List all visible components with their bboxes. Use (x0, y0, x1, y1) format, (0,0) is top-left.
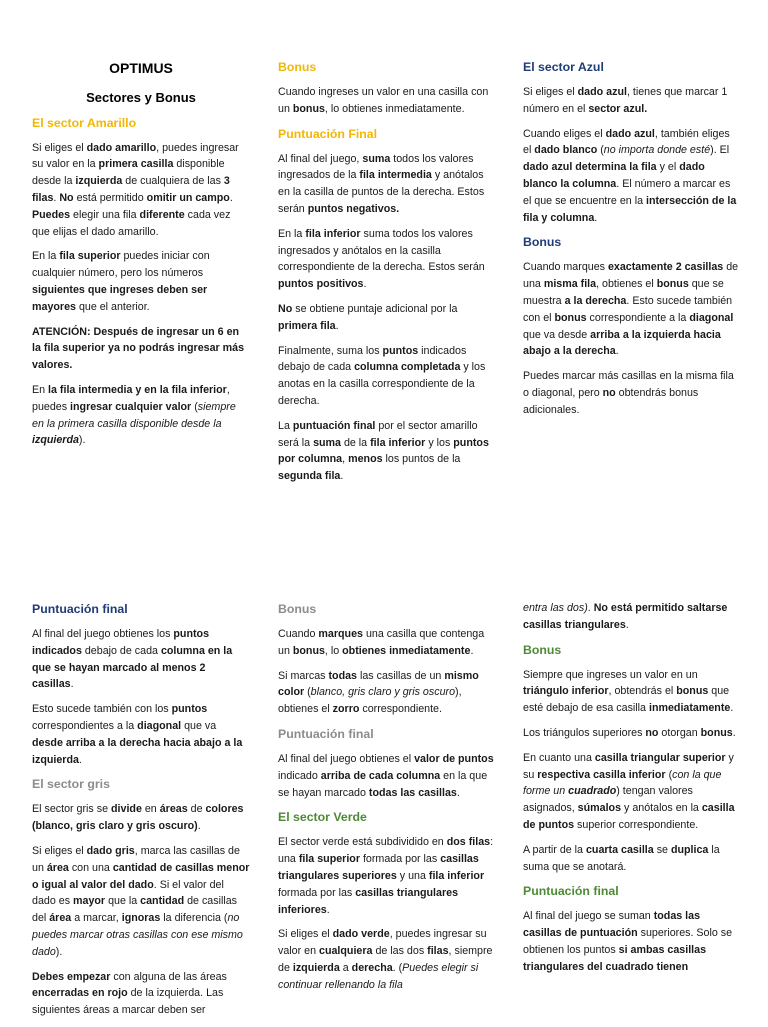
text-run: indicados debajo de cada (278, 344, 467, 374)
text-run: Si marcas (278, 669, 329, 682)
paragraph (278, 668, 496, 718)
paragraph (523, 84, 741, 118)
text-run: , puedes ingresar su valor en (278, 928, 487, 958)
text-run: puntos negativos. (307, 202, 400, 215)
text-run: . (229, 191, 233, 204)
text-run: bonus (554, 311, 587, 324)
text-run: con una (68, 861, 113, 874)
text-run: dado verde (332, 928, 390, 941)
gray-score-text (278, 751, 496, 801)
text-run: de una (523, 261, 739, 291)
text-run: izquierda (75, 175, 123, 188)
text-run: En la (32, 250, 60, 263)
text-run: correspondientes a la (32, 719, 138, 732)
text-run: , (342, 453, 349, 466)
text-run: . (470, 644, 474, 657)
text-run: . (326, 903, 330, 916)
text-run: , obtendrás el (608, 685, 677, 698)
paragraph (32, 626, 250, 693)
text-run: . (197, 820, 201, 833)
paragraph (32, 140, 250, 241)
text-run: que el anterior. (75, 300, 150, 313)
text-run: se obtiene puntaje adicional por la (292, 302, 458, 315)
text-run: dado blanco la columna (523, 161, 705, 190)
text-run: de la (340, 436, 371, 449)
heading-yellow-bonus: Bonus (278, 60, 317, 74)
text-run: . (730, 702, 734, 715)
text-run: . (335, 319, 339, 332)
text-run: siguientes que ingreses deben ser mayores (32, 283, 208, 313)
text-run: ingresar cualquier valor (70, 400, 192, 413)
text-run: diagonal (689, 311, 734, 324)
text-run: ( (304, 686, 311, 699)
text-run: y el (656, 161, 680, 174)
paragraph (523, 908, 741, 975)
text-run: Puedes marcar más casillas en la misma fila o diagonal, pero (523, 370, 734, 399)
page1-column-2 (278, 59, 496, 493)
paragraph (278, 84, 496, 118)
text-run: cuarta casilla (585, 843, 654, 856)
text-run: Debes empezar (32, 970, 111, 983)
text-run: y anótalos en la casilla de puntos de la derecha. Estos serán (278, 169, 485, 215)
paragraph (32, 701, 250, 768)
yellow-score-text (278, 151, 496, 485)
text-run: exactamente 2 casillas (607, 261, 724, 274)
text-run: que esté debajo de esa casilla (523, 685, 730, 715)
green-bonus-text (523, 667, 741, 876)
paragraph (278, 834, 496, 918)
text-run: bonus (676, 685, 709, 698)
green-sector-text (278, 834, 496, 993)
text-run: puntos por columna (278, 436, 489, 466)
text-run: otorgan (658, 726, 701, 739)
text-run: todas las casillas (368, 786, 457, 799)
text-run: duplica (670, 843, 709, 856)
paragraph (278, 751, 496, 801)
text-run: blanco, gris claro y gris oscuro (310, 686, 456, 699)
text-run: puedes iniciar con cualquier número, pero los números (32, 250, 210, 280)
text-run: cantidad (140, 895, 185, 908)
heading-gray-sector: El sector gris (32, 777, 110, 792)
text-run: , también eliges el (523, 127, 730, 157)
text-run: no importa donde esté (603, 144, 711, 157)
text-run: . (70, 678, 74, 691)
document-subtitle: Sectores y Bonus (86, 89, 196, 105)
text-run: El sector gris se (32, 803, 111, 816)
heading-blue-sector: El sector Azul (523, 60, 604, 74)
text-run: en la que se hayan marcado (278, 769, 488, 799)
text-run: suma (362, 152, 391, 165)
text-run: , marca las casillas de un (32, 844, 240, 874)
text-run: áreas (159, 803, 188, 816)
text-run: Si eliges el (32, 844, 87, 857)
text-run: no puedes marcar otras casillas con ese mismo dado (32, 912, 243, 958)
yellow-sector-text (32, 140, 250, 450)
text-run: que se muestra (523, 278, 724, 307)
text-run: encerradas en rojo (32, 987, 128, 1000)
text-run: . (53, 191, 60, 204)
text-run: entra las dos) (523, 602, 588, 614)
text-run: fila inferior (305, 227, 361, 240)
text-run: columna en la que se hayan marcado al menos 2 casillas (32, 644, 233, 691)
text-run: la fila intermedia y en la fila inferior (48, 383, 227, 396)
text-run: ), obtienes el (278, 686, 462, 716)
text-run: No (278, 302, 293, 315)
text-run: de la izquierda. Las siguientes áreas a marcar deben ser (32, 987, 224, 1017)
paragraph (523, 842, 741, 876)
page1-column-3 (523, 59, 741, 427)
text-run: si ambas casillas triangulares del cuadrado tienen (523, 943, 707, 973)
paragraph (32, 382, 250, 449)
text-run: columna completada (354, 361, 461, 374)
text-run: , lo (324, 644, 343, 657)
text-run: misma fila (543, 278, 597, 291)
text-run: arriba de cada columna (320, 769, 441, 782)
text-run: Cuando marques (523, 261, 608, 274)
text-run: la diferencia ( (160, 912, 228, 925)
text-run: puntos (382, 344, 419, 357)
text-run: y los anotas en la casilla correspondiente de la derecha. (278, 361, 486, 407)
document-title: OPTIMUS (109, 60, 173, 76)
text-run: filas (427, 945, 449, 958)
text-run: ) tengan valores asignados, (523, 785, 693, 815)
text-run: . (456, 786, 460, 799)
text-run: , lo obtienes inmediatamente. (324, 102, 465, 115)
text-run: mismo color (278, 669, 479, 699)
text-run: . ( (392, 961, 403, 974)
paragraph (32, 801, 250, 835)
text-run: y anótalos en la (621, 802, 702, 815)
text-run: divide (111, 803, 142, 816)
text-run: ATENCIÓN: Después de ingresar un 6 en la fila superior ya no podrás ingresar más valores. (32, 325, 245, 372)
text-run: casillas triangulares inferiores (278, 886, 459, 916)
paragraph (278, 626, 496, 660)
heading-yellow-sector: El sector Amarillo (32, 115, 137, 130)
text-run: área (49, 912, 72, 925)
paragraph (523, 368, 741, 418)
text-run: fila inferior (370, 436, 426, 449)
text-run: No (59, 191, 74, 204)
paragraph (523, 126, 741, 227)
text-run: dos filas (446, 836, 491, 849)
gray-bonus-text (278, 626, 496, 718)
text-run: ignoras (121, 912, 161, 925)
heading-green-bonus: Bonus (523, 642, 562, 657)
text-run: dado gris (86, 844, 135, 857)
text-run: dado azul (605, 127, 655, 140)
text-run: suma (313, 436, 341, 449)
text-run: intersección de la fila y columna (523, 194, 737, 224)
text-run: y una (396, 869, 429, 882)
text-run: debajo de cada (81, 644, 161, 657)
text-run: que va (181, 719, 217, 732)
heading-blue-bonus: Bonus (523, 235, 562, 250)
text-run: fila superior (59, 250, 121, 263)
text-run: a la derecha (564, 294, 627, 307)
text-run: las casillas de un (357, 669, 445, 682)
page2-column-1 (32, 601, 250, 1027)
text-run: indicado (278, 769, 321, 782)
heading-gray-score: Puntuación final (278, 726, 374, 741)
text-run: formada por las (278, 886, 356, 899)
text-run: correspondiente. (359, 703, 442, 716)
text-run: formada por las (359, 853, 441, 866)
text-run: segunda fila (278, 470, 341, 483)
text-run: Cuando (278, 628, 319, 640)
text-run: está permitido (73, 191, 147, 204)
text-run: La (278, 419, 293, 432)
text-run: marques (318, 628, 363, 640)
text-run: sector azul. (588, 102, 648, 115)
heading-blue-score: Puntuación final (32, 602, 128, 616)
text-run: , tienes que marcar 1 número en el (523, 86, 728, 115)
text-run: Esto sucede también con los (32, 703, 172, 716)
text-run: dado azul (577, 86, 627, 98)
text-run: que va desde (523, 328, 591, 341)
text-run: todas las casillas de puntuación (523, 910, 701, 940)
text-run: A partir de la (523, 843, 586, 856)
text-run: inmediatamente (648, 702, 731, 715)
text-run: y los (425, 436, 454, 449)
text-run: desde arriba a la derecha hacia abajo a la izquierda (32, 736, 243, 766)
text-run: Puedes (32, 208, 71, 221)
text-run: . (625, 618, 629, 631)
paragraph (523, 725, 741, 742)
text-run: El sector verde está subdividido en (278, 836, 447, 849)
text-run: a marcar, (71, 912, 122, 925)
text-run: casillas triangulares superiores (278, 853, 479, 882)
text-run: primera casilla (98, 158, 174, 171)
text-run: súmalos (577, 802, 622, 815)
paragraph (278, 926, 496, 993)
paragraph (32, 248, 250, 315)
text-run: En (32, 383, 49, 396)
text-run: respectiva casilla inferior (537, 768, 666, 781)
heading-gray-bonus: Bonus (278, 602, 317, 616)
text-run: Cuando eliges el (523, 127, 606, 140)
text-run: ( (191, 400, 198, 413)
paragraph (32, 324, 250, 374)
text-run: por el sector amarillo será la (278, 419, 478, 449)
text-run: . (363, 278, 367, 291)
text-run: derecha (351, 961, 393, 974)
paragraph (523, 667, 741, 717)
text-run: arriba a la izquierda hacia abajo a la derecha (523, 328, 721, 358)
paragraph (278, 343, 496, 410)
text-run: ( (665, 768, 673, 781)
text-run: Los triángulos superiores (523, 726, 646, 739)
text-run: menos (348, 453, 383, 466)
paragraph (32, 843, 250, 961)
text-run: Si eliges el (278, 928, 333, 941)
text-run: En la (278, 227, 306, 240)
paragraph (523, 600, 741, 634)
text-run: Puedes elegir si continuar rellenando la fila (278, 961, 479, 991)
text-run: todos los valores ingresados de la (278, 152, 474, 182)
heading-yellow-score: Puntuación Final (278, 126, 378, 141)
text-run: . Esto sucede también con el (523, 294, 733, 324)
text-run: , puedes (32, 383, 230, 413)
text-run: diferente (139, 208, 185, 221)
paragraph (278, 226, 496, 293)
text-run: bonus (292, 102, 325, 115)
heading-green-sector: El sector Verde (278, 810, 367, 825)
text-run: los puntos de la (382, 453, 461, 466)
text-run: superior correspondiente. (574, 818, 699, 831)
paragraph (278, 418, 496, 485)
text-run: colores (blanco, gris claro y gris oscuro) (32, 803, 244, 833)
text-run: no (645, 726, 659, 739)
page2-column-3 (523, 600, 741, 984)
text-run: . (340, 470, 344, 483)
text-run: mayor (73, 895, 106, 908)
text-run: superiores. Solo se obtienen los puntos (523, 927, 733, 956)
text-run: Finalmente, suma los (278, 344, 383, 357)
text-run: a (339, 961, 352, 974)
text-run: . (732, 726, 736, 739)
text-run: dado amarillo (86, 141, 157, 154)
text-run: , siempre de (278, 945, 493, 974)
text-run: de casillas del (32, 895, 237, 925)
text-run: en (141, 803, 160, 816)
text-run: cuadrado (568, 785, 617, 798)
text-run: que la (105, 895, 141, 908)
text-run: con la que forme un (523, 768, 722, 798)
heading-green-score: Puntuación final (523, 884, 619, 899)
text-run: la suma que se anotará. (523, 843, 720, 873)
text-run: Cuando ingreses un valor en una casilla con un (278, 86, 489, 115)
page1-column-1 (32, 60, 250, 457)
text-run: dado blanco (534, 144, 598, 157)
text-run: . (615, 345, 619, 358)
text-run: : una (278, 836, 494, 866)
text-run: Siempre que ingreses un valor en un (523, 668, 698, 681)
text-run: cantidad de casillas menor o igual al valor del dado (32, 861, 250, 891)
text-run: No está permitido saltarse casillas triangulares (523, 602, 728, 631)
text-run: valor de puntos (414, 752, 494, 765)
paragraph (523, 750, 741, 834)
text-run: se (653, 843, 671, 856)
text-run: . (78, 753, 82, 766)
text-run: Si eliges el (32, 141, 87, 154)
text-run: fila superior (298, 853, 360, 866)
text-run: izquierda (292, 961, 340, 974)
text-run: . El número a marcar es el que se encuentre en la (523, 177, 731, 207)
paragraph (278, 151, 496, 218)
text-run: 3 filas (32, 175, 230, 204)
text-run: puntos indicados (32, 628, 210, 657)
text-run: no (602, 386, 616, 399)
paragraph (523, 259, 741, 360)
blue-score-text (32, 626, 250, 768)
text-run: puntos positivos (278, 278, 364, 291)
text-run: obtendrás bonus adicionales. (523, 386, 699, 416)
text-run: casilla triangular superior (594, 751, 726, 764)
text-run: zorro (332, 703, 360, 716)
text-run: bonus (292, 644, 325, 657)
text-run: todas (328, 669, 357, 682)
text-run: puntos (171, 703, 208, 716)
text-run: una casilla que contenga un (278, 628, 485, 657)
text-run: área (46, 861, 69, 874)
text-run: Al final del juego, (278, 152, 363, 165)
text-run: suma todos los valores ingresados y anótalos en la casilla correspondiente de la derecha. Estos serán (278, 227, 485, 274)
text-run: Si eliges el (523, 86, 578, 98)
blue-bonus-text (523, 259, 741, 418)
paragraph (278, 301, 496, 335)
text-run: bonus (700, 726, 733, 739)
text-run: y su (523, 751, 734, 781)
text-run: dado azul determina la fila (523, 161, 657, 174)
text-run: casilla de puntos (523, 802, 735, 831)
text-run: disponible desde la (32, 158, 225, 188)
text-run: omitir un campo (146, 191, 230, 204)
text-run: puntuación final (292, 419, 376, 432)
text-run: obtienes inmediatamente (342, 644, 471, 657)
text-run: cualquiera (319, 945, 373, 958)
text-run: ). (55, 945, 63, 958)
gray-sector-text (32, 801, 250, 1019)
text-run: Al final del juego obtienes los (32, 628, 174, 640)
yellow-bonus-text (278, 84, 496, 118)
text-run: cada vez que elijas el dado amarillo. (32, 208, 231, 238)
text-run: fila intermedia (359, 169, 432, 182)
text-run: . (587, 602, 594, 614)
text-run: Al final del juego obtienes el (278, 752, 415, 765)
text-run: elegir una fila (70, 208, 140, 221)
text-run: bonus (656, 278, 689, 291)
text-run: En cuanto una (523, 751, 595, 764)
green-score-text (523, 908, 741, 975)
text-run: , puedes ingresar su valor en la (32, 141, 239, 171)
text-run: . Si el valor del dado es (32, 878, 224, 908)
text-run: ). El (710, 144, 730, 157)
text-run: de cualquiera de las (122, 175, 224, 188)
text-run: izquierda (32, 434, 79, 447)
text-run: con alguna de las áreas (110, 970, 227, 983)
text-run: , obtienes el (596, 278, 657, 291)
blue-sector-text (523, 84, 741, 226)
text-run: diagonal (137, 719, 182, 732)
text-run: ). (78, 434, 86, 447)
text-run: primera fila (278, 319, 336, 332)
text-run: Al final del juego se suman (523, 910, 654, 923)
text-run: de las dos (372, 945, 428, 958)
text-run: de (187, 803, 206, 816)
text-run: correspondiente a la (586, 311, 690, 324)
page2-column-2 (278, 601, 496, 1002)
text-run: triángulo inferior (523, 685, 609, 698)
text-run: siempre en la primera casilla disponible desde la (32, 400, 236, 430)
green-sector-continuation (523, 600, 741, 634)
text-run: ( (597, 144, 604, 157)
paragraph (32, 969, 250, 1019)
text-run: . (594, 211, 598, 224)
text-run: fila inferior (428, 869, 485, 882)
